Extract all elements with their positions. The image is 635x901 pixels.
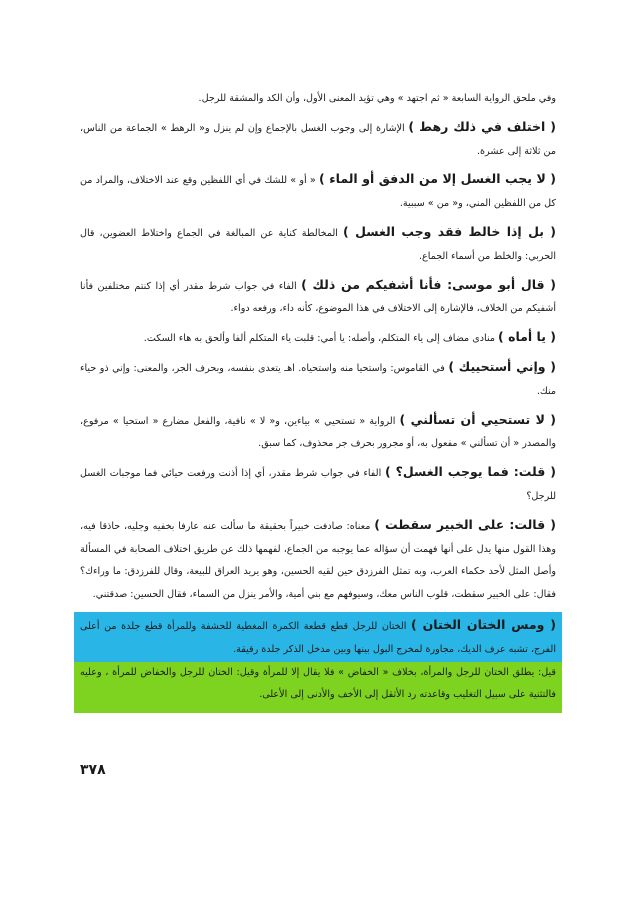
entry-heading: ( لا يجب الغسل إلا من الدفق أو الماء ) (319, 171, 556, 187)
entry-text: الإشارة إلى وجوب الغسل بالإجماع وإن لم ينزل و« الرهط » الجماعة من الناس، من ثلاثة إلى عشرة. (80, 122, 556, 157)
entry-heading: ( اختلف في ذلك رهط ) (408, 118, 556, 134)
entry-text: الختان للرجل قطع قطعة الكمرة المغطية للحشفة وللمرأة قطع جلدة من أعلى الفرج، تشبه عرف الديك، مجاورة لمخرج البول بينها وبين مدخل الذكر جلدة رقيقة. (80, 620, 556, 655)
entry-text: الفاء في جواب شرط مقدر، أي إذا أذنت ورفعت حيائي فما موجبات الغسل للرجل؟ (80, 468, 556, 502)
entry-text: في القاموس: واستحيا منه واستحياه. اهـ يتعدى بنفسه، وبحرف الجر، والمعنى: وإني ذو حياء منك. (80, 362, 556, 397)
entry-text: معناه: صادفت خبيراً بحقيقة ما سألت عنه عارفا بخفيه وجليه، حاذقا فيه، وهذا القول منها يدل على أنها فهمت أن سؤاله عما يوجبه من الجماع، لفهمها ذلك عن طريق اختلاف الصحابة في المسألة وأصل المثل لأحد حكماء العرب، وبه تمثل الفرزدق حين لقيه الحسين، وهو يريد العراق للبيعة، وقال للفرزدق: ما وراءك؟ فقال: على الخبير سقطت، قلوب الناس معك، وسيوفهم مع بني أمية، والأمر ينزل من السماء، فقال الحسين: صدقتني. (80, 520, 556, 601)
entry-heading: ( لا تستحيي أن تسألني ) (399, 411, 556, 427)
entry-paragraph (80, 514, 556, 607)
entry-paragraph (80, 274, 556, 322)
entry-text: المخالطة كناية عن المبالغة في الجماع واختلاط العضوين، قال الحربي: والخلط من أسماء الجماع. (80, 227, 556, 262)
page-body (80, 88, 556, 713)
entry-paragraph (80, 116, 556, 164)
entry-paragraph (80, 326, 556, 351)
highlighted-paragraph-green (74, 662, 562, 714)
highlighted-paragraph-blue (74, 612, 562, 662)
intro-paragraph (80, 88, 556, 111)
entry-heading: ( بل إذا خالط فقد وجب الغسل ) (343, 223, 557, 239)
entry-heading: ( قلت: فما يوجب الغسل؟ ) (384, 464, 556, 480)
entry-text: الرواية « تستحيي » بياءين، و« لا » نافية، والفعل مضارع « استحيا » مرفوع، والمصدر « أن تسألني » مفعول به، أو مجرور بحرف جر محذوف، كما سبق. (80, 415, 556, 450)
entry-paragraph (80, 221, 556, 269)
entry-heading: ( قال أبو موسى: فأنا أشفيكم من ذلك ) (301, 276, 556, 292)
page-number: ٣٧٨ (80, 762, 106, 778)
entry-text: الفاء في جواب شرط مقدر أي إذا كنتم مختلفين فأنا أشفيكم من الخلاف، فالإشارة إلى الاختلاف في هذا الموضوع، كأنه داء، ورفعه دواء. (80, 280, 556, 315)
entry-paragraph (80, 409, 556, 457)
entry-heading: ( ومس الختان الختان ) (411, 616, 556, 632)
entry-text: « أو » للشك في أي اللفظين وقع عند الاختلاف، والمراد من كل من اللفظين المني، و« من » سببية. (80, 175, 556, 210)
intro-text: وفي ملحق الرواية السابعة « ثم اجتهد » وهي تؤيد المعنى الأول، وأن الكد والمشقة للرجل. (198, 93, 556, 104)
entry-paragraph (80, 461, 556, 509)
entry-heading: ( وإني أستحييك ) (448, 358, 556, 374)
entry-heading: ( قالت: على الخبير سقطت ) (374, 516, 556, 532)
entry-heading: ( يا أماه ) (498, 329, 556, 345)
entry-paragraph (80, 168, 556, 216)
entry-paragraph (80, 356, 556, 404)
entry-text: قيل: يطلق الختان للرجل والمرأة، بخلاف « الخفاض » فلا يقال إلا للمرأة وقيل: الختان للرجل والخفاض للمرأة ، وعليه فالتثنية على سبيل التغليب وقاعدته رد الأثقل إلى الأخف والأدنى إلى الأعلى. (80, 666, 556, 701)
entry-text: منادى مضاف إلى ياء المتكلم، وأصله: يا أمي: قلبت ياء المتكلم ألفا وألحق به هاء السكت. (143, 333, 499, 345)
